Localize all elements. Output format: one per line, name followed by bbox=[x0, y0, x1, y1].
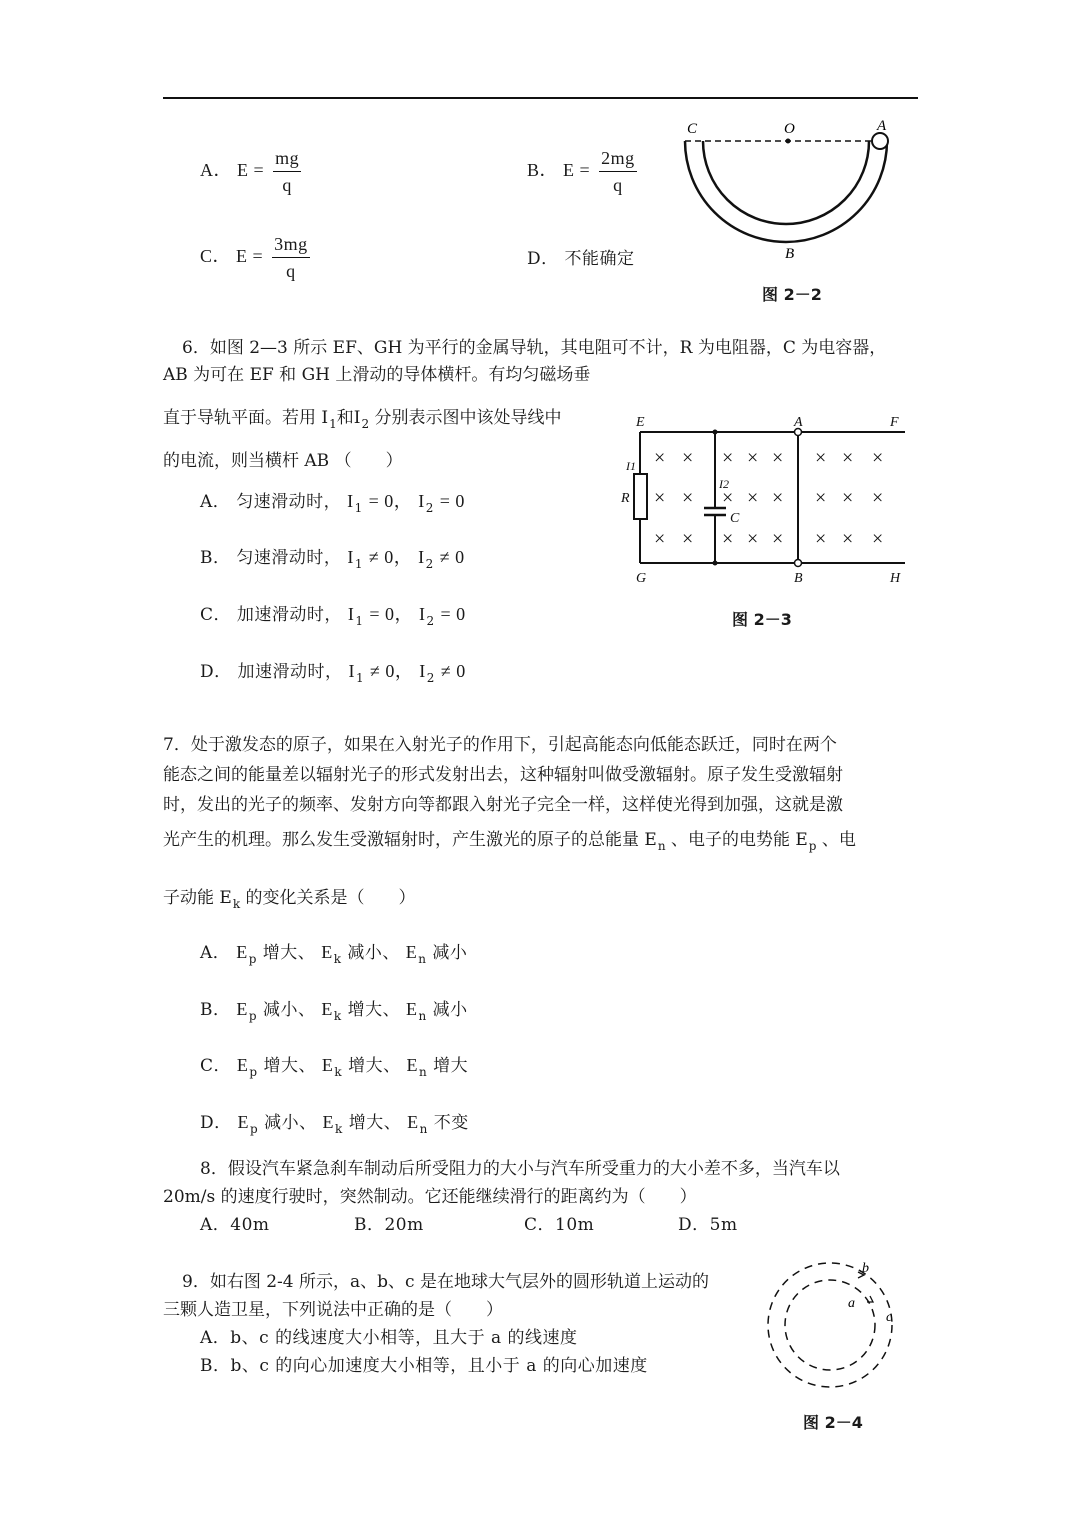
current-symbol: I bbox=[348, 661, 355, 681]
cross-mark: × bbox=[815, 487, 827, 509]
denominator: q bbox=[286, 261, 296, 281]
energy-symbol: E bbox=[406, 999, 418, 1019]
cross-mark: × bbox=[842, 528, 854, 550]
option-label: B． bbox=[527, 160, 559, 181]
energy-symbol: E bbox=[406, 1055, 419, 1075]
label-b: B bbox=[785, 246, 795, 262]
q9-option-b[interactable]: B．b、c 的向心加速度大小相等，且小于 a 的向心加速度 bbox=[200, 1356, 648, 1376]
text-part: 和I bbox=[336, 408, 361, 428]
q5-option-d[interactable] bbox=[527, 244, 635, 269]
figure-2-4-orbits bbox=[760, 1258, 910, 1393]
cross-mark: × bbox=[815, 528, 827, 550]
q7-option-d[interactable] bbox=[200, 1108, 469, 1136]
subscript: 2 bbox=[426, 671, 435, 685]
equation-lhs: E = bbox=[237, 160, 265, 181]
label-a: A bbox=[877, 118, 887, 134]
q9-option-a[interactable]: A．b、c 的线速度大小相等，且大于 a 的线速度 bbox=[200, 1328, 578, 1348]
denominator: q bbox=[282, 175, 292, 195]
numerator: mg bbox=[273, 148, 301, 172]
label-c: C bbox=[730, 511, 740, 526]
equation-lhs: E = bbox=[563, 160, 591, 181]
fraction bbox=[273, 148, 301, 196]
subscript: 2 bbox=[426, 614, 435, 628]
cross-mark: × bbox=[654, 528, 666, 550]
text-part: 分别表示图中该处导线中 bbox=[369, 408, 562, 428]
energy-symbol: E bbox=[321, 942, 333, 962]
option-text: 加速滑动时， bbox=[237, 662, 343, 682]
subscript: p bbox=[248, 952, 257, 966]
label-i2: I2 bbox=[719, 477, 729, 491]
option-label: A． bbox=[200, 160, 232, 181]
current-symbol: I bbox=[418, 491, 425, 511]
figure-2-4-caption: 图 2－4 bbox=[803, 1413, 863, 1432]
cross-mark: × bbox=[722, 447, 734, 469]
subscript: p bbox=[248, 1009, 258, 1023]
cross-mark: × bbox=[772, 487, 784, 509]
cross-mark: × bbox=[815, 447, 827, 469]
subscript: 1 bbox=[329, 417, 337, 431]
option-label: B． bbox=[200, 548, 231, 568]
q7-option-c[interactable] bbox=[200, 1051, 468, 1079]
subscript: n bbox=[418, 1009, 427, 1023]
label-c: C bbox=[687, 121, 698, 137]
subscript: k bbox=[334, 1065, 343, 1079]
q6-option-c[interactable] bbox=[200, 600, 466, 628]
subscript: n bbox=[657, 839, 666, 853]
q7-option-a[interactable] bbox=[200, 938, 467, 966]
q8-option-c[interactable]: C．10m bbox=[524, 1215, 595, 1235]
option-text: 不能确定 bbox=[564, 249, 635, 269]
q6-line-3 bbox=[163, 403, 562, 431]
label-a: a bbox=[848, 1296, 855, 1311]
relation: ≠ 0， bbox=[368, 547, 413, 567]
label-g: G bbox=[636, 571, 647, 586]
fraction bbox=[599, 148, 637, 196]
cross-mark: × bbox=[682, 528, 694, 550]
subscript: 1 bbox=[354, 557, 363, 571]
q7-line-3: 时，发出的光子的频率、发射方向等都跟入射光子完全一样，这样使光得到加强，这就是激 bbox=[163, 795, 843, 815]
q9-line-2: 三颗人造卫星，下列说法中正确的是（ ） bbox=[163, 1300, 503, 1320]
label-e: E bbox=[636, 415, 645, 430]
option-label: C． bbox=[200, 1056, 232, 1076]
option-text: 减小 bbox=[432, 1000, 468, 1020]
energy-symbol: E bbox=[321, 1055, 334, 1075]
denominator: q bbox=[613, 175, 623, 195]
q7-line-1: 7．处于激发态的原子，如果在入射光子的作用下，引起高能态向低能态跃迁，同时在两个 bbox=[163, 735, 837, 755]
q6-option-d[interactable] bbox=[200, 657, 466, 685]
q6-line-2: AB 为可在 EF 和 GH 上滑动的导体横杆。有均匀磁场垂 bbox=[163, 365, 591, 385]
q6-option-a[interactable] bbox=[200, 487, 465, 515]
fraction bbox=[272, 234, 310, 282]
cross-mark: × bbox=[872, 487, 884, 509]
cross-mark: × bbox=[872, 447, 884, 469]
energy-symbol: E bbox=[322, 1112, 335, 1132]
label-c: c bbox=[886, 1310, 893, 1325]
q8-line-2: 20m/s 的速度行驶时，突然制动。它还能继续滑行的距离约为（ ） bbox=[163, 1187, 697, 1207]
label-r: R bbox=[621, 491, 630, 506]
cross-mark: × bbox=[747, 447, 759, 469]
label-b: b bbox=[862, 1261, 869, 1276]
option-label: D． bbox=[200, 1113, 232, 1133]
cross-mark: × bbox=[722, 487, 734, 509]
current-symbol: I bbox=[418, 604, 426, 624]
q6-line-4: 的电流，则当横杆 AB （ ） bbox=[163, 451, 403, 471]
magnetic-field-crosses bbox=[654, 447, 883, 550]
option-text: 匀速滑动时， bbox=[236, 492, 342, 512]
energy-symbol: E bbox=[321, 999, 333, 1019]
option-label: A． bbox=[200, 492, 231, 512]
text-part: 、电 bbox=[816, 830, 856, 850]
label-i1: I1 bbox=[626, 459, 636, 473]
subscript: k bbox=[333, 1009, 342, 1023]
option-text: 减小、 bbox=[263, 1000, 316, 1020]
current-symbol: I bbox=[347, 604, 355, 624]
cross-mark: × bbox=[872, 528, 884, 550]
q5-option-a[interactable] bbox=[200, 148, 301, 196]
subscript: 2 bbox=[425, 501, 434, 515]
label-f: F bbox=[890, 415, 899, 430]
subscript: p bbox=[250, 1122, 259, 1136]
option-label: C． bbox=[200, 246, 232, 267]
subscript: k bbox=[335, 1122, 343, 1136]
cross-mark: × bbox=[772, 528, 784, 550]
q5-option-b[interactable] bbox=[527, 148, 637, 196]
numerator: 2mg bbox=[599, 148, 637, 172]
option-text: 加速滑动时， bbox=[236, 605, 342, 625]
text-part: 的变化关系是（ ） bbox=[240, 888, 416, 908]
energy-symbol: E bbox=[405, 942, 418, 962]
cross-mark: × bbox=[682, 447, 694, 469]
cross-mark: × bbox=[842, 487, 854, 509]
current-symbol: I bbox=[419, 661, 426, 681]
subscript: k bbox=[333, 952, 342, 966]
label-h: H bbox=[890, 571, 901, 586]
option-label: D． bbox=[200, 662, 232, 682]
relation: = 0 bbox=[440, 604, 466, 624]
q8-option-d[interactable]: D．5m bbox=[678, 1215, 738, 1235]
q8-option-a[interactable]: A．40m bbox=[200, 1215, 270, 1235]
relation: ≠ 0， bbox=[370, 661, 414, 681]
subscript: n bbox=[418, 952, 427, 966]
subscript: 2 bbox=[361, 417, 370, 431]
subscript: p bbox=[808, 839, 817, 853]
top-rule bbox=[163, 97, 918, 99]
q5-option-c[interactable] bbox=[200, 234, 310, 282]
cross-mark: × bbox=[747, 487, 759, 509]
option-text: 增大、 bbox=[347, 1000, 401, 1020]
relation: = 0， bbox=[369, 604, 414, 624]
text-part: 光产生的机理。那么发生受激辐射时，产生激光的原子的总能量 E bbox=[163, 830, 657, 850]
option-text: 匀速滑动时， bbox=[236, 548, 342, 568]
figure-2-2-semicircle-tube bbox=[675, 115, 905, 265]
option-text: 增大、 bbox=[348, 1056, 401, 1076]
label-b: B bbox=[794, 571, 803, 586]
cross-mark: × bbox=[747, 528, 759, 550]
energy-symbol: E bbox=[237, 1112, 250, 1132]
label-a: A bbox=[794, 415, 803, 430]
q7-line-4 bbox=[163, 825, 856, 853]
figure-2-3-circuit bbox=[620, 412, 920, 592]
subscript: n bbox=[419, 1065, 428, 1079]
text-part: 、电子的电势能 E bbox=[665, 830, 808, 850]
label-o: O bbox=[784, 121, 795, 137]
option-text: 增大、 bbox=[348, 1113, 402, 1133]
current-symbol: I bbox=[418, 547, 425, 567]
cross-mark: × bbox=[722, 528, 734, 550]
subscript: 2 bbox=[425, 557, 434, 571]
energy-symbol: E bbox=[236, 1055, 249, 1075]
current-symbol: I bbox=[347, 547, 354, 567]
q7-line-5 bbox=[163, 883, 416, 911]
option-text: 增大 bbox=[433, 1056, 469, 1076]
option-text: 增大、 bbox=[263, 1056, 317, 1076]
subscript: p bbox=[249, 1065, 258, 1079]
subscript: n bbox=[419, 1122, 428, 1136]
cross-mark: × bbox=[654, 487, 666, 509]
option-label: A． bbox=[200, 943, 231, 963]
energy-symbol: E bbox=[236, 999, 248, 1019]
option-label: D． bbox=[527, 249, 559, 269]
subscript: 1 bbox=[355, 671, 365, 685]
option-text: 不变 bbox=[433, 1113, 469, 1133]
q6-line-1: 6．如图 2—3 所示 EF、GH 为平行的金属导轨，其电阻可不计，R 为电阻器，C 为电容器， bbox=[182, 338, 887, 358]
cross-mark: × bbox=[772, 447, 784, 469]
q8-line-1: 8．假设汽车紧急刹车制动后所受阻力的大小与汽车所受重力的大小差不多，当汽车以 bbox=[200, 1159, 840, 1179]
text-part: 直于导轨平面。若用 I bbox=[163, 408, 329, 428]
option-text: 减小 bbox=[432, 943, 468, 963]
figure-2-2-caption: 图 2－2 bbox=[762, 285, 822, 304]
subscript: k bbox=[232, 897, 241, 911]
relation: ≠ 0 bbox=[440, 661, 466, 681]
energy-symbol: E bbox=[407, 1112, 419, 1132]
subscript: 1 bbox=[354, 501, 363, 515]
relation: = 0 bbox=[439, 491, 465, 511]
cross-mark: × bbox=[654, 447, 666, 469]
option-text: 增大、 bbox=[262, 943, 316, 963]
option-text: 减小、 bbox=[264, 1113, 317, 1133]
figure-2-3-caption: 图 2－3 bbox=[732, 610, 792, 629]
option-text: 减小、 bbox=[347, 943, 400, 963]
option-label: B． bbox=[200, 1000, 231, 1020]
relation: ≠ 0 bbox=[439, 547, 465, 567]
q6-option-b[interactable] bbox=[200, 543, 465, 571]
text-part: 子动能 E bbox=[163, 888, 232, 908]
q9-line-1: 9．如右图 2-4 所示，a、b、c 是在地球大气层外的圆形轨道上运动的 bbox=[182, 1272, 709, 1292]
q7-option-b[interactable] bbox=[200, 995, 468, 1023]
cross-mark: × bbox=[682, 487, 694, 509]
current-symbol: I bbox=[347, 491, 354, 511]
subscript: 1 bbox=[355, 614, 364, 628]
q7-line-2: 能态之间的能量差以辐射光子的形式发射出去，这种辐射叫做受激辐射。原子发生受激辐射 bbox=[163, 765, 843, 785]
option-label: C． bbox=[200, 605, 232, 625]
equation-lhs: E = bbox=[236, 246, 264, 267]
relation: = 0， bbox=[368, 491, 413, 511]
numerator: 3mg bbox=[272, 234, 310, 258]
energy-symbol: E bbox=[236, 942, 248, 962]
q8-option-b[interactable]: B．20m bbox=[354, 1215, 424, 1235]
cross-mark: × bbox=[842, 447, 854, 469]
